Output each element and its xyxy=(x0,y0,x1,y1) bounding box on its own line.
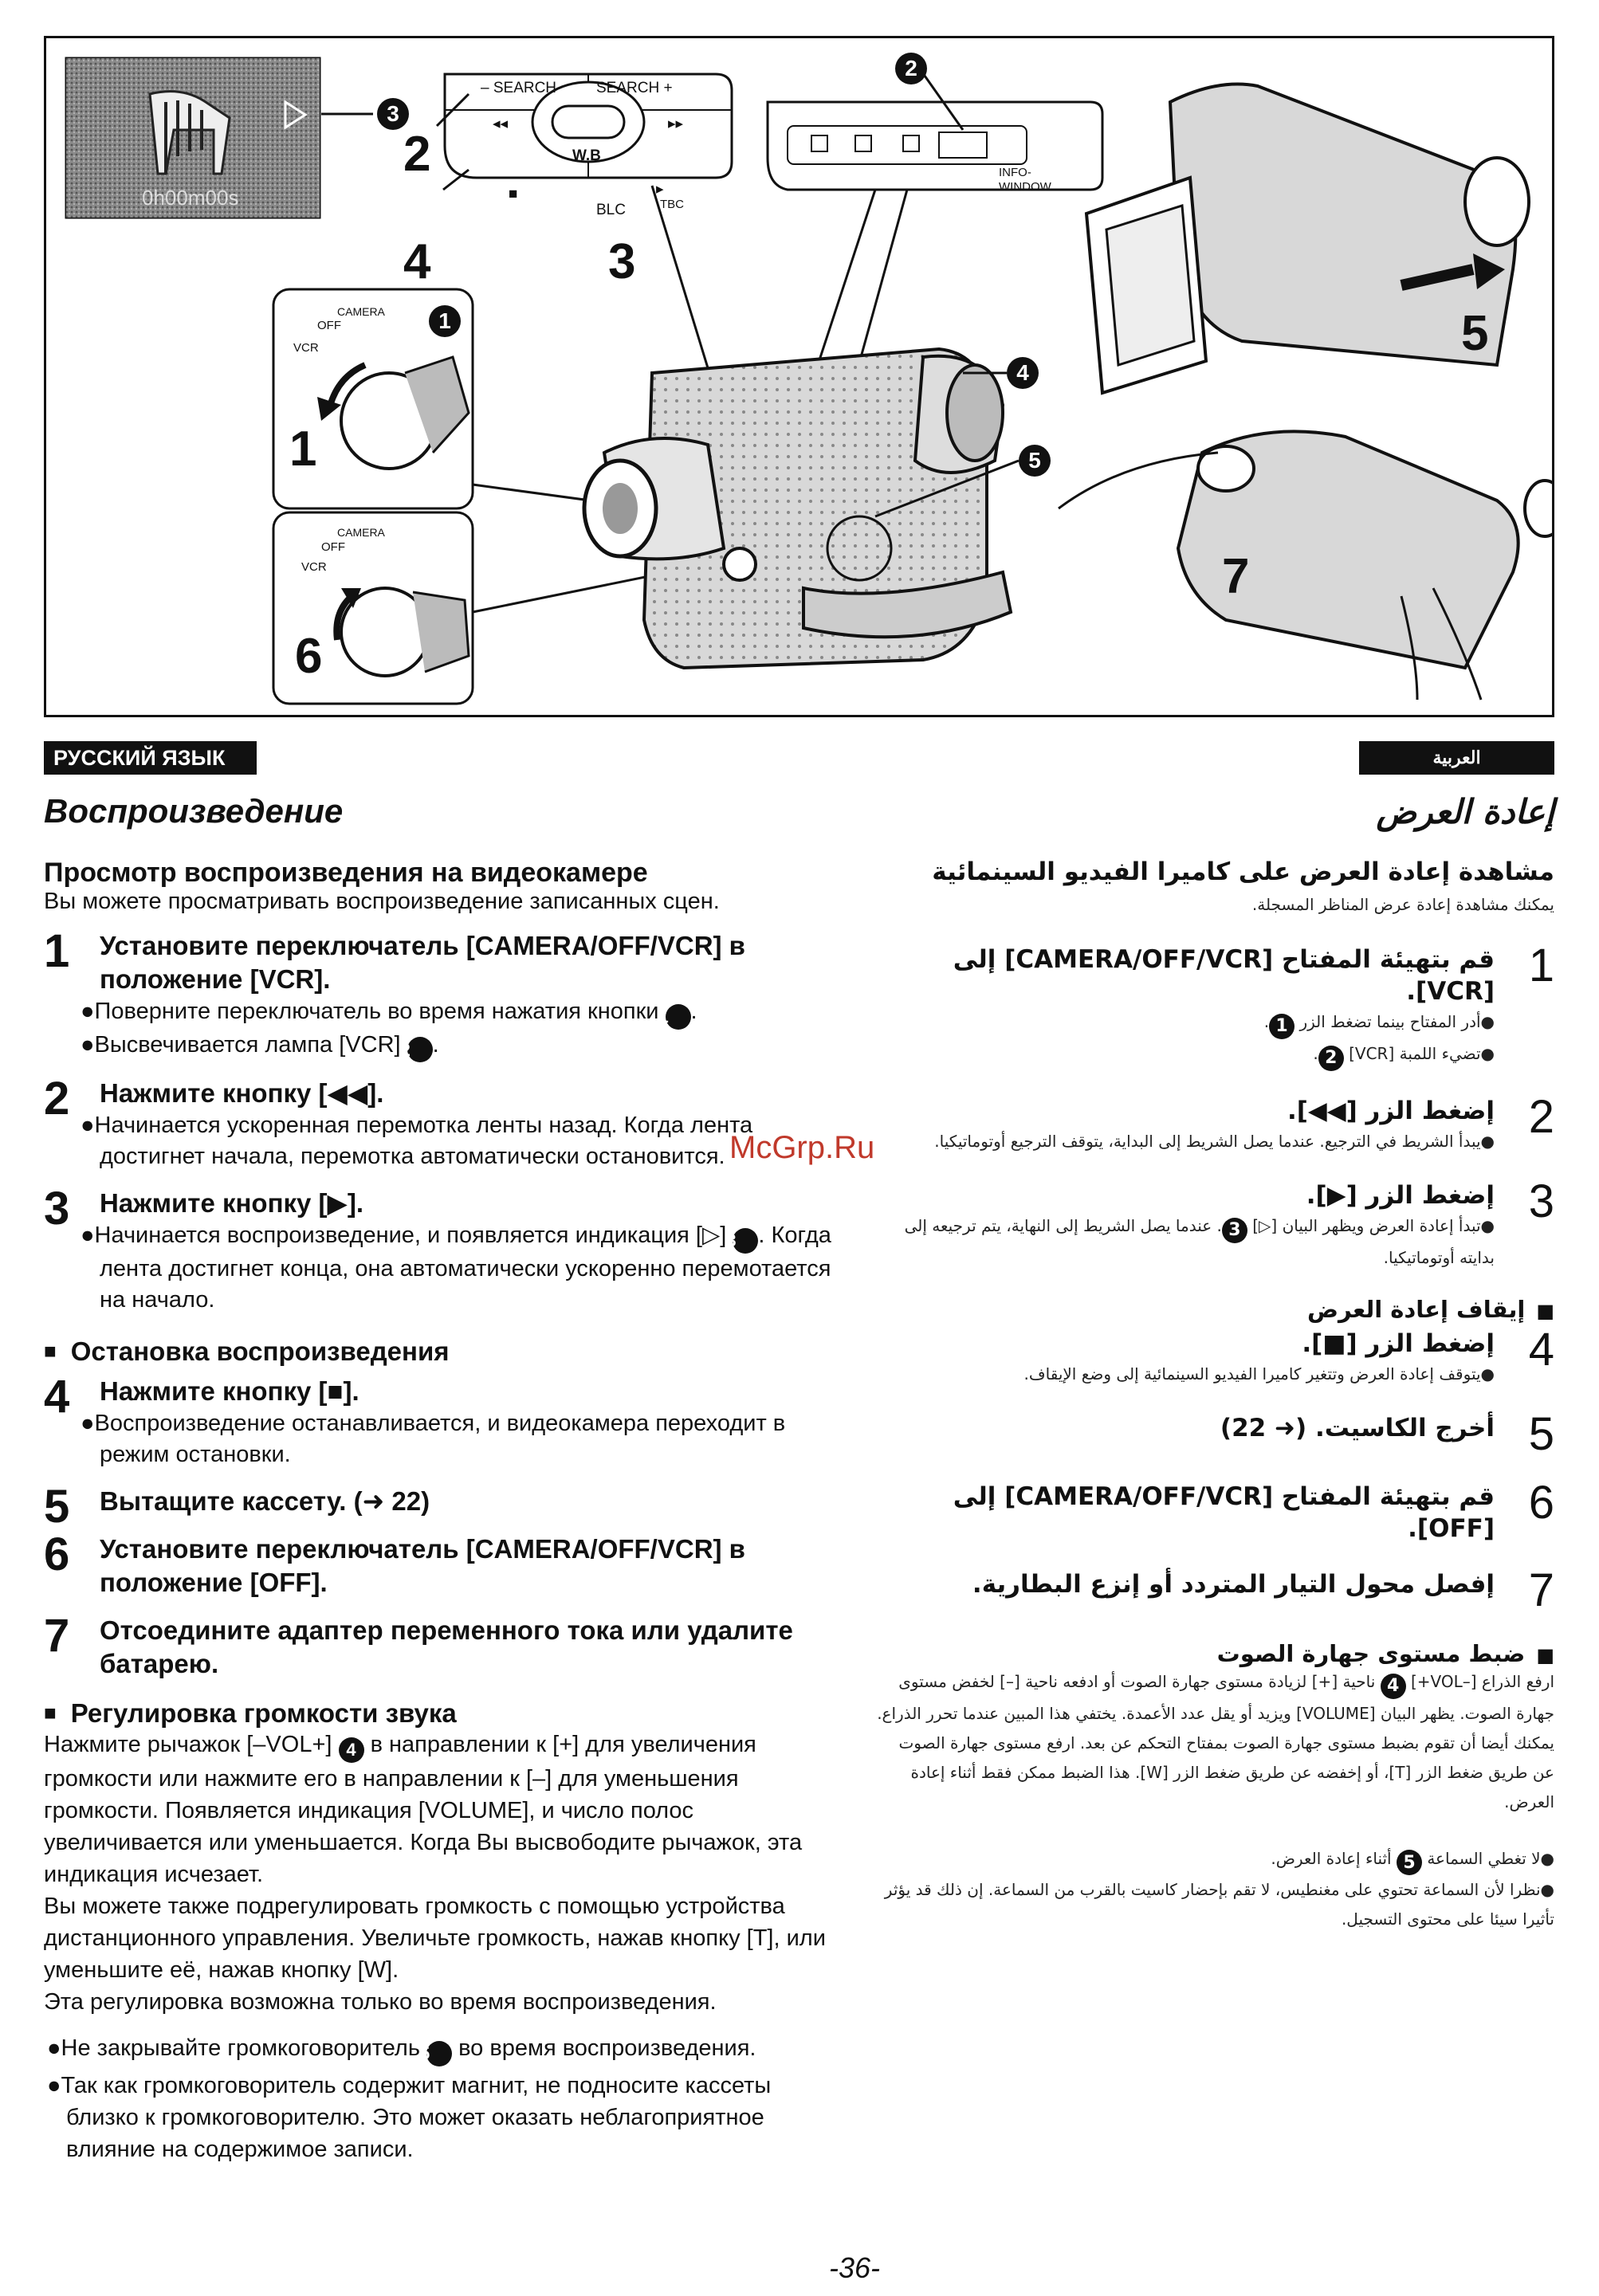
ar-step-1 xyxy=(877,940,1554,1071)
circled-3: 3 xyxy=(377,98,409,130)
ar-volume-heading: ■ ضبط مستوى جهارة الصوت xyxy=(877,1640,1554,1667)
info-window-label: INFO- WINDOW xyxy=(999,166,1051,194)
circled-4: 4 xyxy=(1007,357,1039,389)
circled-2: 2 xyxy=(895,53,927,84)
ar-step-2-title: إضغط الزر [◀◀]. xyxy=(1287,1097,1495,1125)
russian-subtitle: Просмотр воспроизведения на видеокамере xyxy=(44,858,648,888)
play-icon: ▸ xyxy=(656,181,664,198)
ru-volume-paragraph-3: Эта регулировка возможна только во время воспроизведения. xyxy=(44,1988,717,2015)
ru-note-2: ●Так как громкоговоритель содержит магнит, не подносите кассеты близко к громкоговорителю. Это может оказать неблагоприятное влияние на содержимое записи. xyxy=(47,2072,772,2162)
ru-step-3-bullet-1: ●Начинается воспроизведение, и появляется индикация [▷] 3 . Когда лента достигнет конца, она автоматически ускоренно перемотается на начало. xyxy=(81,1223,831,1313)
ar-step-6-title: قم بتهيئة المفتاح [CAMERA/OFF/VCR] إلى [OFF]. xyxy=(953,1482,1495,1543)
circled-3-icon: 3 xyxy=(1222,1218,1247,1243)
ru-volume-heading: ■ Регулировка громкости звука xyxy=(44,1698,833,1729)
rewind-icon: ◂◂ xyxy=(493,116,509,132)
illustration-panel xyxy=(44,36,1554,717)
circled-5-icon: 5 xyxy=(1397,1850,1422,1875)
arabic-section-title: إعادة العرض xyxy=(1376,792,1554,831)
blc-label: BLC xyxy=(596,202,626,218)
circled-4-icon: 4 xyxy=(339,1737,364,1763)
tbc-label: TBC xyxy=(660,198,684,211)
ar-step-4-title: إضغط الزر [■]. xyxy=(1302,1329,1495,1358)
vcr-label-2: VCR xyxy=(301,560,327,574)
off-label-2: OFF xyxy=(321,540,345,554)
ar-step-3-bullet-1: ●تبدأ إعادة العرض ويظهر البيان [▷] 3. عندما يصل الشريط إلى النهاية، يتم ترجيعه إلى بدايته أوتوماتيكيا. xyxy=(904,1216,1495,1267)
ru-note-1: ●Не закрывайте громкоговоритель 5 во время воспроизведения. xyxy=(44,2032,833,2066)
circled-4-icon: 4 xyxy=(1381,1674,1406,1699)
info-window-panel xyxy=(768,102,1102,190)
ar-step-7-title: إفصل محول التيار المتردد أو إنزع البطارية. xyxy=(972,1570,1495,1599)
camera-label-2: CAMERA xyxy=(337,526,385,539)
watermark-text: McGrp.Ru xyxy=(729,1130,875,1165)
ru-step-3-title: Нажмите кнопку [▶]. xyxy=(100,1188,364,1218)
ru-step-4-title: Нажмите кнопку [■]. xyxy=(100,1376,359,1406)
ru-step-5-title: Вытащите кассету. (➜ 22) xyxy=(100,1486,430,1516)
ru-step-number: 6 xyxy=(44,1528,70,1580)
ru-step-2-title: Нажмите кнопку [◀◀]. xyxy=(100,1078,384,1108)
ru-step-7 xyxy=(44,1609,833,1681)
ru-volume-paragraph-1: Нажмите рычажок [–VOL+] 4 в направлении к [+] для увеличения громкости или нажмите его в направлении к [–] для уменьшения громкости. Появляется индикация [VOLUME], и число полос увеличивается или уменьшается. Когда Вы высвободите рычажок, эта индикация исчезает. xyxy=(44,1731,803,1887)
ar-step-1-bullet-2: ●تضيء اللمبة [VCR] 2. xyxy=(877,1039,1495,1071)
ru-step-4-bullet-1: ●Воспроизведение останавливается, и видеокамера переходит в режим остановки. xyxy=(81,1410,786,1467)
fast-forward-icon: ▸▸ xyxy=(668,116,684,132)
ar-volume-paragraph-1: ارفع الذراع [–VOL+] 4 ناحية [+] لزيادة مستوى جهارة الصوت أو ادفعه ناحية [–] لخفض مستوى جهارة الصوت. يظهر البيان [VOLUME] ويزيد أو يقل عدد الأعمدة. يختفي هذا المبين عندما تحرر الذراع. xyxy=(877,1672,1554,1723)
ru-step-1-bullet-1: ●Поверните переключатель во время нажатия кнопки 1 . xyxy=(100,996,833,1030)
callout-7: 7 xyxy=(1222,549,1250,604)
russian-section-title: Воспроизведение xyxy=(44,792,344,830)
ar-step-number: 6 xyxy=(1528,1477,1554,1529)
ru-step-2 xyxy=(44,1073,833,1172)
ru-step-number: 7 xyxy=(44,1609,70,1662)
circled-2-icon: 2 xyxy=(1318,1046,1344,1071)
circled-5-icon: 5 xyxy=(426,2041,452,2066)
ar-step-2 xyxy=(877,1091,1554,1156)
ru-step-1-bullet-2: ●Высвечивается лампа [VCR] 2 . xyxy=(100,1030,833,1063)
ru-step-number: 5 xyxy=(44,1480,70,1533)
callout-4: 4 xyxy=(403,234,431,289)
camcorder-illustration xyxy=(46,38,1552,715)
ar-step-4-bullet-1: ●يتوقف إعادة العرض وتتغير كاميرا الفيديو السينمائية إلى وضع الإيقاف. xyxy=(1023,1364,1495,1383)
ru-step-6 xyxy=(44,1528,833,1599)
search-minus-label: – SEARCH xyxy=(481,80,557,96)
ar-note-1: ●لا تغطي السماعة 5 أثناء إعادة العرض. xyxy=(877,1844,1554,1876)
ru-step-2-bullet-1: ●Начинается ускоренная перемотка ленты назад. Когда лента достигнет начала, перемотка автоматически остановится. xyxy=(81,1113,753,1169)
ar-step-number: 2 xyxy=(1528,1091,1554,1143)
ar-step-7 xyxy=(877,1564,1554,1616)
ru-step-1-title: Установите переключатель [CAMERA/OFF/VCR] в положение [VCR]. xyxy=(100,931,745,994)
ru-stop-heading: ■ Остановка воспроизведения xyxy=(44,1336,833,1367)
off-label: OFF xyxy=(317,319,341,332)
callout-3: 3 xyxy=(608,234,636,289)
lcd-counter-text: 0h00m00s xyxy=(142,186,239,210)
ar-step-3 xyxy=(877,1175,1554,1272)
ru-step-6-title: Установите переключатель [CAMERA/OFF/VCR] в положение [OFF]. xyxy=(100,1533,745,1597)
ar-note-2: ●نظرا لأن السماعة تحتوي على مغنطيس، لا تقم بإحضار كاسيت بالقرب من السماعة. إن ذلك قد يؤثر تأثيرا سيئا على محتوى التسجيل. xyxy=(884,1880,1554,1929)
ar-step-5 xyxy=(877,1408,1554,1460)
ar-step-number: 3 xyxy=(1528,1175,1554,1227)
arabic-column xyxy=(877,741,1554,1934)
russian-column xyxy=(44,741,833,2165)
ru-step-5 xyxy=(44,1480,833,1533)
page-number: -36- xyxy=(829,2251,881,2284)
callout-6: 6 xyxy=(295,629,323,684)
arabic-language-tab: العربية xyxy=(1359,741,1554,775)
callout-5: 5 xyxy=(1461,306,1489,361)
ar-step-number: 5 xyxy=(1528,1408,1554,1460)
ar-step-1-bullet-1: ●أدر المفتاح بينما تضغط الزر 1. xyxy=(877,1007,1495,1039)
ar-step-1-title: قم بتهيئة المفتاح [CAMERA/OFF/VCR] إلى [VCR]. xyxy=(953,945,1495,1006)
ru-volume-paragraph-2: Вы можете также подрегулировать громкость с помощью устройства дистанционного управления. Увеличьте громкость, нажав кнопку [T], или уменьшите её, нажав кнопку [W]. xyxy=(44,1893,826,1983)
ar-step-2-bullet-1: ●يبدأ الشريط في الترجيع. عندما يصل الشريط إلى البداية، يتوقف الترجيع أوتوماتيكيا. xyxy=(934,1132,1495,1151)
callout-1: 1 xyxy=(289,422,317,477)
ru-step-7-title: Отсоедините адаптер переменного тока или удалите батарею. xyxy=(100,1615,793,1678)
ar-step-3-title: إضغط الزر [▶]. xyxy=(1306,1181,1495,1210)
russian-lead-text: Вы можете просматривать воспроизведение записанных сцен. xyxy=(44,889,720,914)
arabic-lead-text: يمكنك مشاهدة إعادة عرض المناظر المسجلة. xyxy=(1251,895,1554,914)
circled-3-icon: 3 xyxy=(733,1228,758,1254)
ar-volume-paragraph-2: يمكنك أيضا أن تقوم بضبط مستوى جهارة الصوت بمفتاح التحكم عن بعد. ارفع مستوى جهارة الصوت عن طريق ضغط الزر [T]، أو إخفضه عن طريق ضغط الزر [W]. هذا الضبط ممكن فقط أثناء إعادة العرض. xyxy=(898,1733,1554,1811)
camcorder-main xyxy=(584,349,1011,668)
ar-stop-heading: ■ إيقاف إعادة العرض xyxy=(877,1296,1554,1323)
camera-label: CAMERA xyxy=(337,305,385,318)
ru-step-number: 1 xyxy=(44,925,70,977)
ar-step-4 xyxy=(877,1324,1554,1388)
stop-icon: ■ xyxy=(509,186,518,202)
ru-step-1 xyxy=(44,925,833,1062)
circled-2-icon: 2 xyxy=(407,1037,433,1062)
callout-2: 2 xyxy=(403,127,431,182)
vcr-label: VCR xyxy=(293,341,319,355)
ar-step-5-title: أخرج الكاسيت. (➜ 22) xyxy=(1220,1414,1495,1442)
circled-1-icon: 1 xyxy=(1269,1014,1295,1039)
arabic-subtitle: مشاهدة إعادة العرض على كاميرا الفيديو السينمائية xyxy=(932,858,1554,886)
ar-step-number: 7 xyxy=(1528,1564,1554,1616)
ru-step-3 xyxy=(44,1183,833,1316)
circled-5: 5 xyxy=(1019,445,1051,477)
ru-step-number: 4 xyxy=(44,1370,70,1423)
ar-step-number: 1 xyxy=(1528,940,1554,991)
search-plus-label: SEARCH + xyxy=(596,80,673,96)
ru-step-number: 2 xyxy=(44,1073,70,1124)
wb-button-label: W.B xyxy=(572,147,601,164)
camcorder-cassette-removal xyxy=(1059,431,1552,700)
ru-step-number: 3 xyxy=(44,1183,70,1234)
ar-step-number: 4 xyxy=(1528,1324,1554,1376)
circled-1-icon: 1 xyxy=(666,1004,691,1030)
russian-language-tab: РУССКИЙ ЯЗЫК xyxy=(44,741,257,775)
circled-1: 1 xyxy=(429,305,461,337)
ar-step-6 xyxy=(877,1477,1554,1544)
ru-step-4 xyxy=(44,1370,833,1470)
